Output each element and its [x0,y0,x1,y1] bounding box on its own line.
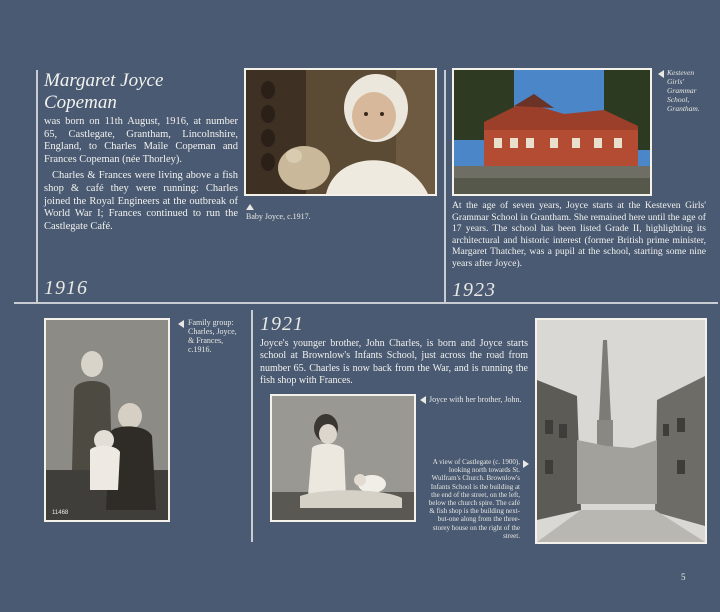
page-number: 5 [681,572,686,582]
castlegate-image [537,320,705,542]
photo-stamp-number: 11468 [52,510,69,516]
caption-pointer-left-icon [658,70,664,78]
caption-pointer-right-icon [523,460,529,468]
school-paragraph: At the age of seven years, Joyce starts at the Kesteven Girls' Grammar School in Grantham. She remained here until the age of 17 years. The school has been listed Grade II, highlighting its architectural and historic interest (former British prime minister, Margaret Thatcher, was a pupil at the school, starting some nine years after Joyce). [452,200,706,269]
photo-family-group [44,318,170,522]
parents-paragraph: Charles & Frances were living above a fish shop & café they were running: Charles joined the Royal Engineers at the outbreak of World War I; Frances continued to run the Castlegate Café. [44,170,238,232]
brother-paragraph: Joyce's younger brother, John Charles, is born and Joyce starts school at Brownlow's Infants School, just across the road from number 65. Charles is now back from the War, and is running the fish shop with Frances. [260,338,528,387]
birth-paragraph: was born on 11th August, 1916, at number 65, Castlegate, Grantham, Lincolnshire, England, to Charles Maile Copeman and Frances Copeman (née Thorley). [44,116,238,165]
family-image [46,320,168,520]
siblings-image [272,396,414,520]
photo-baby-joyce [244,68,437,196]
divider-horizontal [14,302,718,304]
photo-castlegate-street [535,318,707,544]
caption-family-group: Family group: Charles, Joyce, & Frances, c.1916. [188,318,237,354]
caption-castlegate-view: A view of Castlegate (c. 1900), looking north towards St. Wulfram's Church. Brownlow's Infants School is the building at the end of the street, on the left, below the church spire. The café & fish shop is the building next-but-one along from the three-storey house on the right of the street. [428,458,520,540]
year-1923: 1923 [452,279,496,301]
divider-1923 [444,70,446,302]
caption-pointer-up-icon [246,204,254,210]
caption-baby-joyce: Baby Joyce, c.1917. [246,212,311,221]
divider-1921 [251,310,253,542]
year-1916: 1916 [44,277,88,299]
photo-kesteven-school [452,68,652,196]
baby-joyce-image [246,70,435,194]
heading-margaret-joyce-copeman: Margaret Joyce Copeman [44,70,164,113]
caption-pointer-left-icon [420,396,426,404]
divider-left-1916 [36,70,38,302]
section-1916-text [44,70,238,233]
caption-joyce-with-brother: Joyce with her brother, John. [429,395,522,404]
photo-joyce-and-john [270,394,416,522]
year-1921: 1921 [260,313,304,335]
school-image [454,70,650,194]
caption-kesteven-school: Kesteven Girls' Grammar School, Grantham. [667,68,700,113]
caption-pointer-left-icon [178,320,184,328]
